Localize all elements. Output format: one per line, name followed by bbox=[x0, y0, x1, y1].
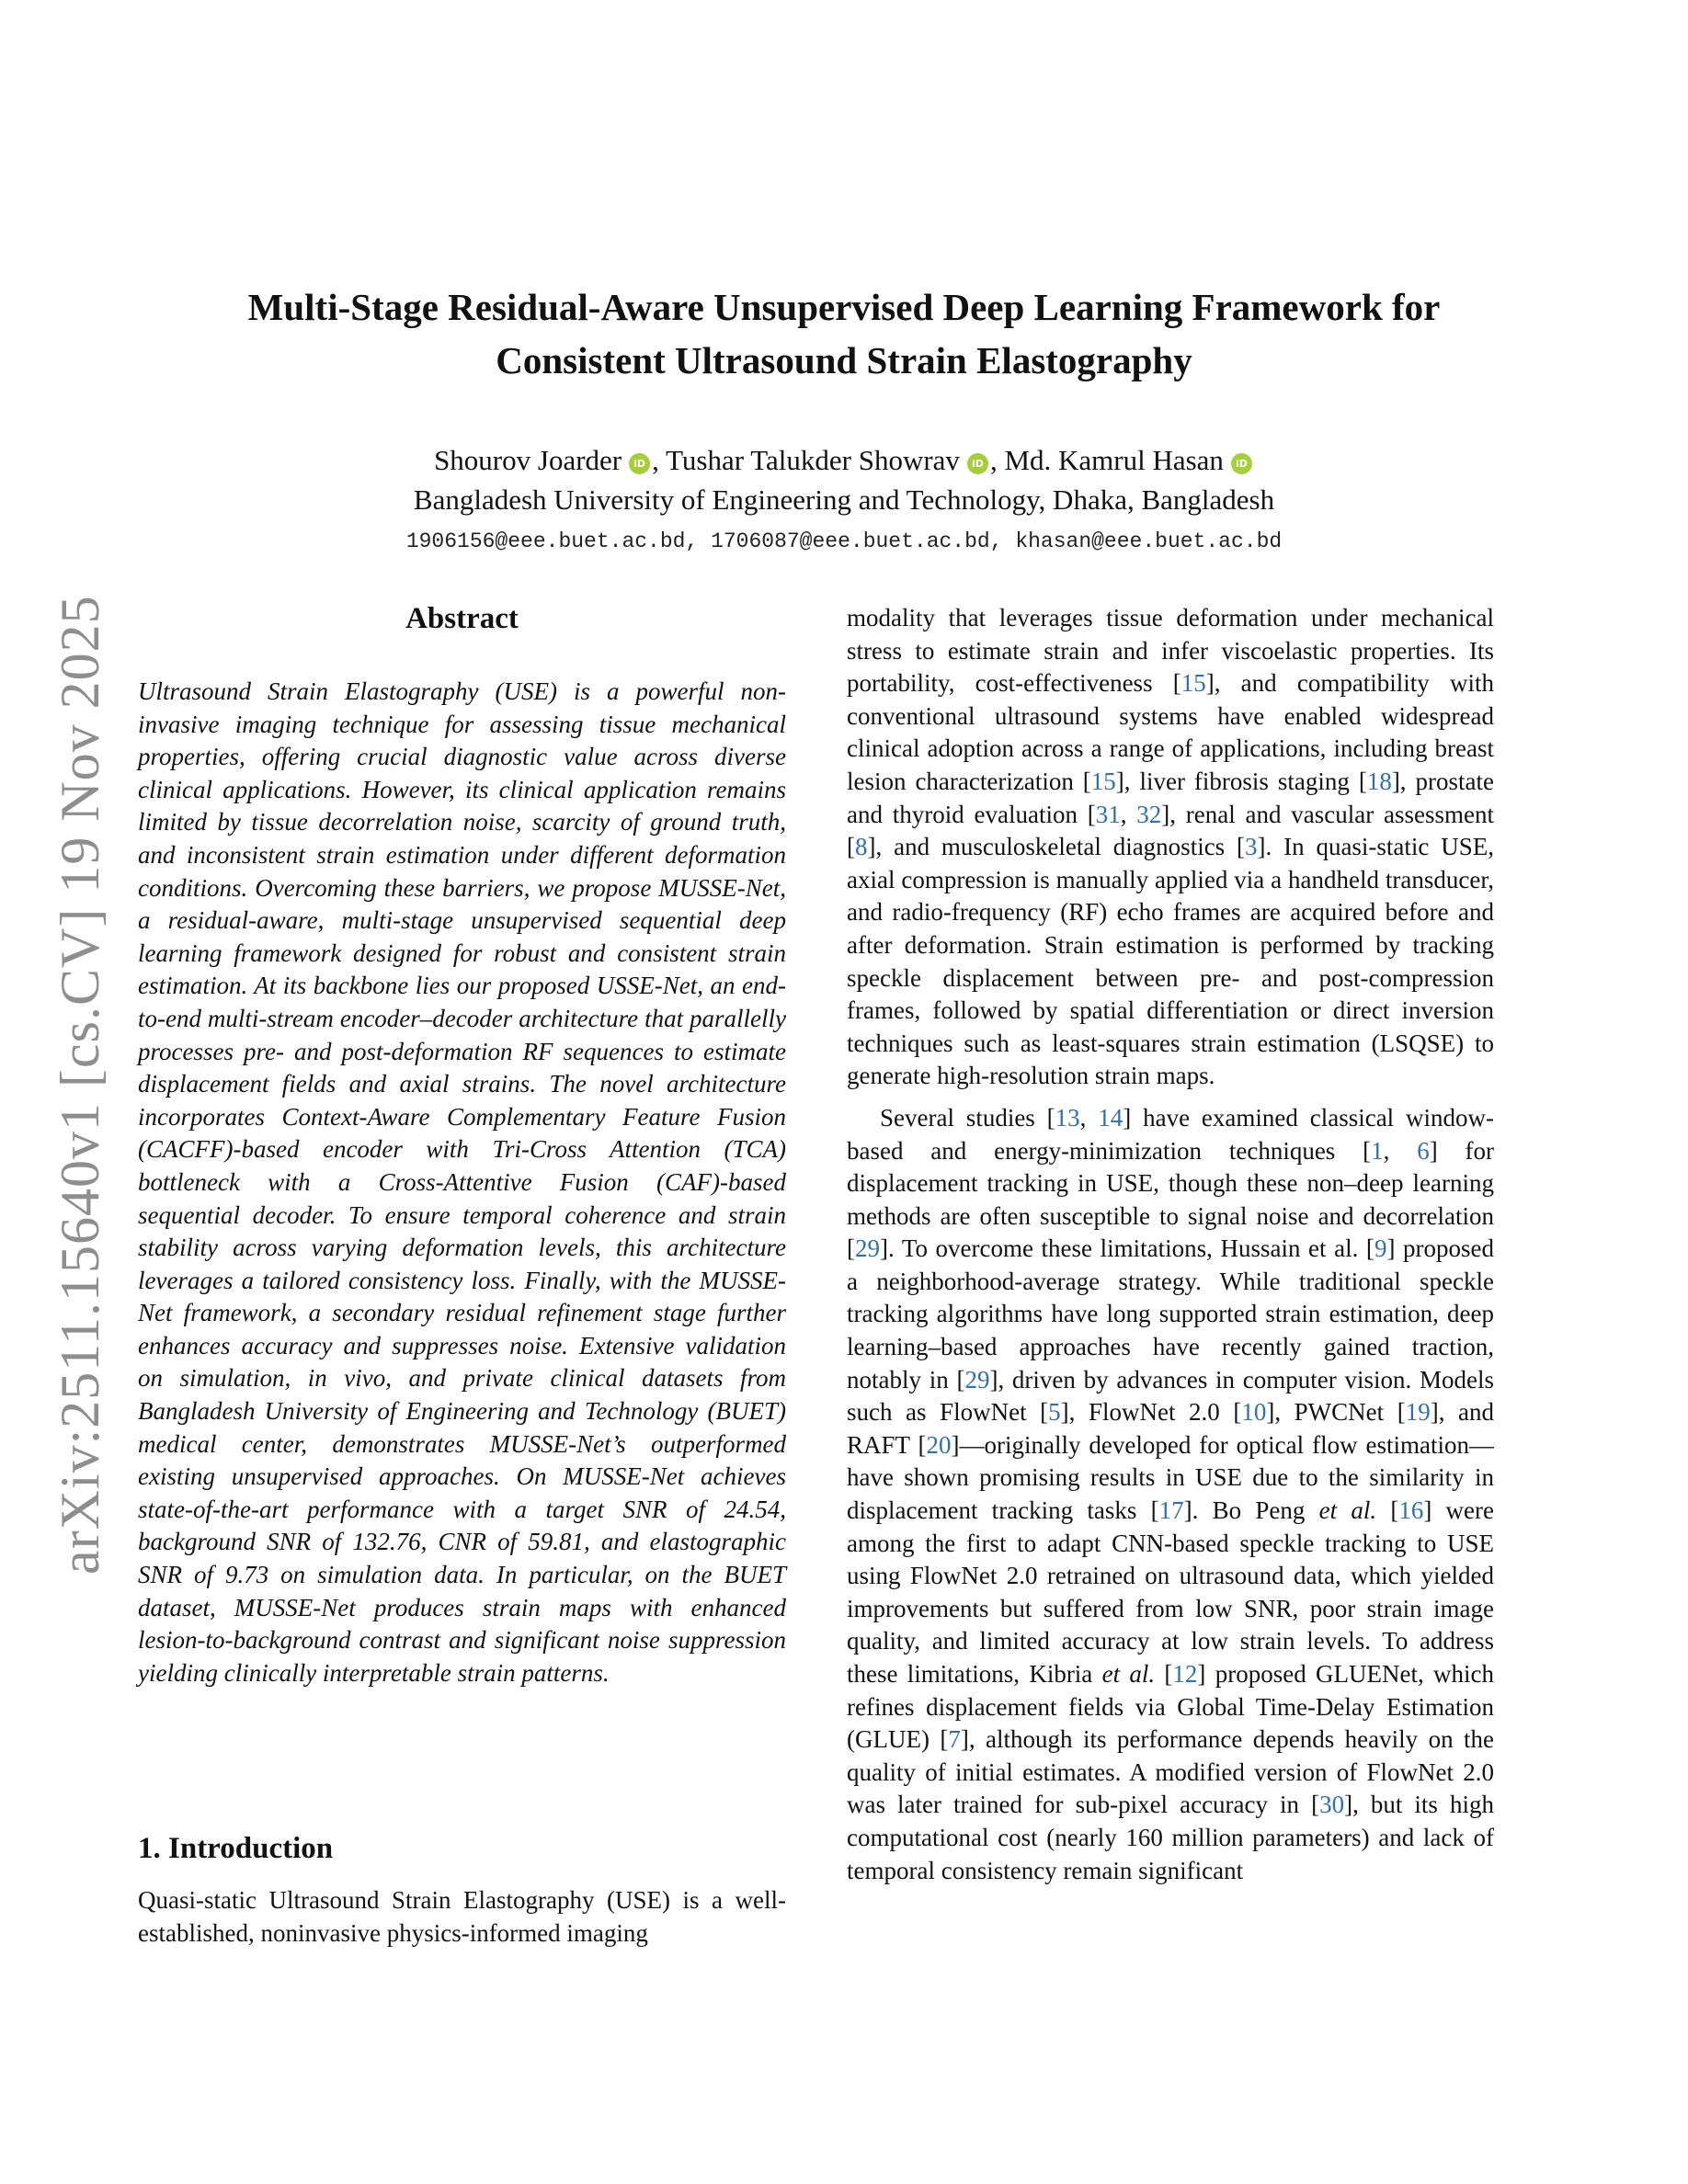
orcid-icon[interactable]: iD bbox=[1231, 453, 1252, 474]
text-run: ], and compatibility with conventional ultrasound systems have enabled widespread clinical adoption across a range of applications, including breast lesion characterization [ bbox=[847, 669, 1494, 795]
text-run: ], and RAFT [ bbox=[847, 1398, 1494, 1459]
abstract-heading: Abstract bbox=[405, 602, 519, 635]
text-run: ]. In quasi-static USE, axial compression is manually applied via a handheld transducer, and radio-frequency (RF) echo frames are acquired before and after deformation. Strain estimation is performed by tracking speckle displacement between pre- and post-compression frames, followed by spatial differentiation or direct inversion techniques such as least-squares strain estimation (LSQSE) to generate high-resolution strain maps. bbox=[847, 833, 1495, 1090]
author-separator: , bbox=[652, 444, 667, 476]
citation-link[interactable]: 3 bbox=[1245, 833, 1258, 861]
author-list bbox=[0, 441, 1688, 480]
citation-link[interactable]: 19 bbox=[1405, 1398, 1431, 1427]
abstract-body: Ultrasound Strain Elastography (USE) is a powerful non-invasive imaging technique for assessing tissue mechanical properties, offering crucial diagnostic value across diverse clinical applications. However, its clinical application remains limited by tissue decorrelation noise, scarcity of ground truth, and inconsistent strain estimation under different deformation conditions. Overcoming these barriers, we propose MUSSE-Net, a residual-aware, multi-stage unsupervised sequential deep learning framework designed for robust and consistent strain estimation. At its backbone lies our proposed USSE-Net, an end-to-end multi-stream encoder–decoder architecture that parallelly processes pre- and post-deformation RF sequences to estimate displacement fields and axial strains. The novel architecture incorporates Context-Aware Complementary Feature Fusion (CACFF)-based encoder with Tri-Cross Attention (TCA) bottleneck with a Cross-Attentive Fusion (CAF)-based sequential decoder. To ensure temporal coherence and strain stability across varying deformation levels, this architecture leverages a tailored consistency loss. Finally, with the MUSSE-Net framework, a secondary residual refinement stage further enhances accuracy and suppresses noise. Extensive validation on simulation, in vivo, and private clinical datasets from Bangladesh University of Engineering and Technology (BUET) medical center, demonstrates MUSSE-Net’s outperformed existing unsupervised approaches. On MUSSE-Net achieves state-of-the-art performance with a target SNR of 24.54, background SNR of 132.76, CNR of 59.81, and elastographic SNR of 9.73 on simulation data. In particular, on the BUET dataset, MUSSE-Net produces strain maps with enhanced lesion-to-background contrast and significant noise suppression yielding clinically interpretable strain patterns. bbox=[138, 677, 786, 1687]
text-run: ] have examined classical window-based and energy-minimization techniques [ bbox=[847, 1103, 1495, 1165]
citation-link[interactable]: 1 bbox=[1371, 1136, 1384, 1165]
citation-link[interactable]: 30 bbox=[1319, 1791, 1345, 1819]
text-run: ]. Bo Peng bbox=[1183, 1496, 1319, 1525]
text-run: ], FlowNet 2.0 [ bbox=[1060, 1398, 1242, 1427]
text-run: ], prostate and thyroid evaluation [ bbox=[847, 767, 1494, 828]
text-run: , bbox=[1079, 1103, 1099, 1132]
citation-link[interactable]: 31 bbox=[1095, 800, 1121, 828]
text-run: ]. To overcome these limitations, Hussain et al. [ bbox=[880, 1234, 1374, 1263]
author-name: Shourov Joarder bbox=[434, 444, 622, 476]
citation-link[interactable]: 16 bbox=[1398, 1496, 1424, 1525]
author-emails: 1906156@eee.buet.ac.bd, 1706087@eee.buet.ac.bd, khasan@eee.buet.ac.bd bbox=[405, 529, 1283, 553]
affiliation: Bangladesh University of Engineering and Technology, Dhaka, Bangladesh bbox=[413, 483, 1275, 516]
text-run: ] for displacement tracking in USE, though these non–deep learning methods are often susceptible to signal noise and decorrelation [ bbox=[847, 1136, 1494, 1263]
text-run: ], PWCNet [ bbox=[1266, 1398, 1406, 1427]
orcid-icon[interactable]: iD bbox=[629, 453, 650, 474]
intro-paragraph-1 bbox=[847, 602, 1494, 1093]
author-separator: , bbox=[989, 444, 1005, 476]
citation-link[interactable]: 7 bbox=[948, 1725, 961, 1754]
citation-link[interactable]: 32 bbox=[1136, 800, 1162, 828]
text-run: , bbox=[1383, 1136, 1418, 1165]
arxiv-identifier-stamp: arXiv:2511.15640v1 [cs.CV] 19 Nov 2025 bbox=[50, 595, 110, 1575]
text-run: [ bbox=[1376, 1496, 1399, 1525]
citation-link[interactable]: 6 bbox=[1417, 1136, 1430, 1165]
citation-link[interactable]: 13 bbox=[1055, 1103, 1080, 1132]
text-run: modality that leverages tissue deformation under mechanical stress to estimate strain and infer viscoelastic properties. Its portability, cost-effectiveness [ bbox=[847, 604, 1494, 698]
citation-link[interactable]: 18 bbox=[1366, 767, 1392, 795]
text-run: [ bbox=[1155, 1660, 1173, 1688]
citation-link[interactable]: 15 bbox=[1180, 669, 1206, 698]
text-run: Several studies [ bbox=[880, 1103, 1055, 1132]
section-heading-introduction: 1. Introduction bbox=[138, 1832, 334, 1865]
text-run: ] proposed GLUENet, which refines displacement fields via Global Time-Delay Estimation (GLUE) [ bbox=[847, 1660, 1494, 1754]
citation-link[interactable]: 12 bbox=[1172, 1660, 1198, 1688]
citation-link[interactable]: 5 bbox=[1048, 1398, 1061, 1427]
author-name: Tushar Talukder Showrav bbox=[666, 444, 960, 476]
intro-paragraph-2 bbox=[847, 1102, 1494, 1887]
text-run: , bbox=[1120, 800, 1137, 828]
orcid-icon[interactable]: iD bbox=[967, 453, 988, 474]
citation-link[interactable]: 20 bbox=[926, 1430, 952, 1459]
author-name: Md. Kamrul Hasan bbox=[1004, 444, 1224, 476]
text-run: ]—originally developed for optical flow estimation—have shown promising results in USE due to the similarity in displacement tracking tasks [ bbox=[847, 1430, 1494, 1525]
title-line-1: Multi-Stage Residual-Aware Unsupervised Deep Learning Framework for bbox=[247, 286, 1441, 328]
citation-link[interactable]: 17 bbox=[1158, 1496, 1184, 1525]
text-run: ] were among the first to adapt CNN-based speckle tracking to USE using FlowNet 2.0 retrained on ultrasound data, which yielded improvements but suffered from low SNR, poor strain image quality, and limited accuracy at low strain levels. To address these limitations, Kibria bbox=[847, 1496, 1494, 1688]
citation-link[interactable]: 14 bbox=[1098, 1103, 1123, 1132]
text-run: ], driven by advances in computer vision. Models such as FlowNet [ bbox=[847, 1365, 1494, 1427]
citation-link[interactable]: 9 bbox=[1374, 1234, 1387, 1263]
text-run: ], renal and vascular assessment [ bbox=[847, 800, 1494, 861]
introduction-paragraph: Quasi-static Ultrasound Strain Elastography (USE) is a well-established, noninvasive physics-informed imaging bbox=[138, 1886, 786, 1947]
text-run: ], although its performance depends heavily on the quality of initial estimates. A modified version of FlowNet 2.0 was later trained for sub-pixel accuracy in [ bbox=[847, 1725, 1494, 1819]
paper-title bbox=[0, 280, 1688, 387]
right-column-text bbox=[847, 602, 1494, 1887]
citation-link[interactable]: 10 bbox=[1241, 1398, 1267, 1427]
text-run: ], but its high computational cost (nearly 160 million parameters) and lack of temporal consistency remain significant bbox=[847, 1791, 1494, 1884]
text-run: ], liver fibrosis staging [ bbox=[1115, 767, 1367, 795]
title-line-2: Consistent Ultrasound Strain Elastography bbox=[496, 339, 1192, 381]
text-run-italic: et al. bbox=[1101, 1660, 1156, 1688]
citation-link[interactable]: 8 bbox=[855, 833, 868, 861]
citation-link[interactable]: 29 bbox=[855, 1234, 880, 1263]
text-run-italic: et al. bbox=[1318, 1496, 1377, 1525]
text-run: ] proposed a neighborhood-average strategy. While traditional speckle tracking algorithms have long supported strain estimation, deep learning–based approaches have recently gained traction, notably in [ bbox=[847, 1234, 1494, 1393]
text-run: ], and musculoskeletal diagnostics [ bbox=[867, 833, 1246, 861]
citation-link[interactable]: 29 bbox=[964, 1365, 990, 1393]
citation-link[interactable]: 15 bbox=[1090, 767, 1116, 795]
